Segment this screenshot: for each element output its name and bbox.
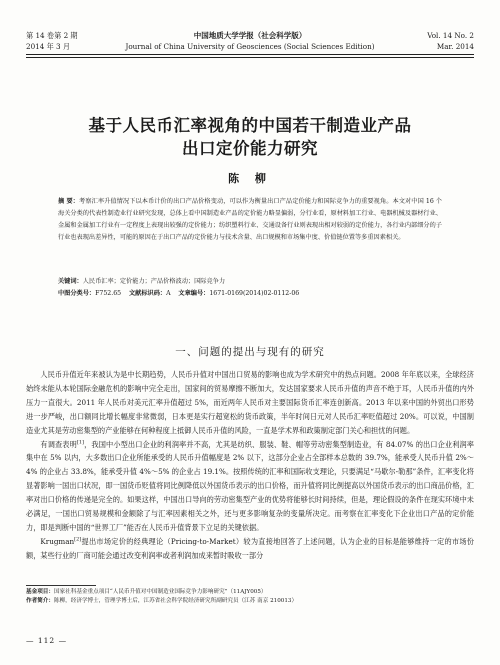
date-en: Mar. 2014 bbox=[436, 42, 474, 51]
funding-note bbox=[26, 588, 474, 597]
journal-title-en: Journal of China University of Geosciences (Social Sciences Edition) bbox=[125, 42, 375, 51]
header-rule-thick bbox=[26, 54, 474, 55]
footnotes bbox=[26, 588, 474, 606]
header-rule-thin bbox=[26, 57, 474, 58]
page-number: — 112 — bbox=[26, 636, 68, 645]
funding-label: 基金项目： bbox=[26, 589, 54, 595]
paragraph-2-lead: 有调查表明 bbox=[40, 439, 77, 449]
paragraph-2-rest: ，我国中小型出口企业的利润率并不高，尤其是纺织、服装、鞋、帽等劳动密集型制造业，有 84.07% 的出口企业利润率集中在 5% 以内，大多数出口企业所能承受的人民币升值幅度是 2% 以下，这部分企业占全部样本总数的 39.7%，能承受人民币升值 2%～4% 的企业占 33.8%，能承受升值 4%～5% 的企业占 19.1%。按照传统的汇率和国际收支理论，只要满足“马歇尔-勒那”条件，汇率变化将显著影响一国出口状况，即一国货币贬值将同比例降低以外国货币表示的出口价格，而升值将同比例提高以外国货币表示的出口商品价格，汇率对出口价格的传递是完全的。如果这样，中国出口导向的劳动密集型产业的优势将能够长时间持续，但是，理论假设的条件在现实环境中未必满足，一国出口贸易规模和金额除了与汇率因素相关之外，还与更多影响复杂的变量所决定。而考察在汇率变化下企业出口产品的定价能力，即是判断中国的“世界工厂”能否在人民币升值背景下立足的关键依据。 bbox=[26, 439, 474, 532]
clc-label: 中图分类号： bbox=[58, 290, 96, 297]
doc-code-label: 文献标识码： bbox=[128, 290, 167, 297]
author-bio-text: 陈柳，经济学博士，管理学博士后，江苏省社会科学院经济研究所副研究员（江苏 南京 210013） bbox=[53, 598, 298, 604]
paragraph-3-rest: 提出市场定价的经典理论（Pricing-to-Market）较为直接地回答了上述问题，认为企业的目标是能够维持一定的市场份额，某些行业的厂商可能会通过改变利润率或者利润加成来暂时吸收一部分 bbox=[26, 536, 474, 560]
body-text bbox=[26, 368, 474, 563]
citation-2: [2] bbox=[74, 536, 82, 543]
funding-text: 国家社科基金重点项目“人民币升值对中国制造业国际竞争力影响研究”（11AJY005） bbox=[53, 589, 267, 595]
clc-value: F752.65 bbox=[95, 290, 122, 297]
title-line-2: 出口定价能力研究 bbox=[182, 139, 318, 158]
title-line-1: 基于人民币汇率视角的中国若干制造业产品 bbox=[88, 116, 412, 135]
keywords-label: 关键词： bbox=[58, 278, 83, 285]
date-cn: 2014 年 3 月 bbox=[26, 42, 71, 51]
section-heading: 一、问题的提出与现有的研究 bbox=[175, 346, 325, 358]
paragraph-1: 人民币升值近年来被认为是中长期趋势，人民币升值对中国出口贸易的影响也成为学术研究中的热点问题。2008 年年底以来，全球经济始终未能从本轮国际金融危机的影响中完全走出，国家间的贸易摩擦不断加大，发达国家要求人民币升值的声音不绝于耳，人民币升值的内外压力一直很大。2011 年人民币对美元汇率升值超过 5%，而近两年人民币对主要国际货币汇率连创新高。2013 年以来中国的外贸出口形势进一步严峻，出口额同比增长幅度非常微弱，日本更是实行超宽松的货币政策，半年时间日元对人民币汇率贬值超过 20%。可以说，中国制造业尤其是劳动密集型的产业能够在何种程度上抵御人民币升值的风险，一直是学术界和政策制定部门关心和担忧的问题。 bbox=[26, 370, 474, 435]
citation-1: [1] bbox=[76, 439, 84, 446]
volume-en: Vol. 14 No. 2 bbox=[427, 31, 474, 40]
author-bio bbox=[26, 597, 474, 606]
classification-line bbox=[58, 288, 442, 300]
journal-title-cn: 中国地质大学学报（社会科学版） bbox=[193, 31, 307, 40]
article-meta bbox=[58, 276, 442, 300]
keywords-text: 人民币汇率；定价能力；产品价格波动；国际竞争力 bbox=[82, 278, 226, 285]
abstract bbox=[58, 196, 442, 244]
volume-cn: 第 14 卷第 2 期 bbox=[26, 31, 78, 40]
abstract-label: 摘 要： bbox=[58, 198, 80, 205]
article-number-value: 1671-0169(2014)02-0112-06 bbox=[209, 290, 300, 297]
doc-code-value: A bbox=[166, 290, 171, 297]
article-number-label: 文章编号： bbox=[178, 290, 210, 297]
running-header bbox=[26, 30, 474, 52]
paragraph-2 bbox=[26, 438, 474, 535]
abstract-text: 考察汇率升值情况下以本币计价的出口产品价格变动，可以作为衡量出口产品定价能力和国际竞争力的重要视角。本文对中国 16 个海关分类的代表性制造业行业研究发现，总体上看中国制造业产品的定价能力略显偏弱，分行业看，原材料加工行业、电器机械及器材行业、金属和金属加工行业有一定程度上表现出较强的定价能力；纺织塑料行业、交通设备行业则表现出相对较弱的定价能力，各行业内部细分的子行业也表现出差异性，可能的原因在于出口产品的定价能力与技术含量、出口规模和市场集中度、价值链位置等多重因素相关。 bbox=[58, 198, 442, 241]
keywords bbox=[58, 276, 442, 288]
paragraph-3-lead: Krugman bbox=[40, 536, 75, 546]
author-name: 陈 柳 bbox=[228, 172, 272, 185]
author-bio-label: 作者简介： bbox=[26, 598, 54, 604]
paragraph-3 bbox=[26, 535, 474, 563]
article-title bbox=[26, 114, 474, 160]
footnote-rule bbox=[26, 585, 96, 586]
